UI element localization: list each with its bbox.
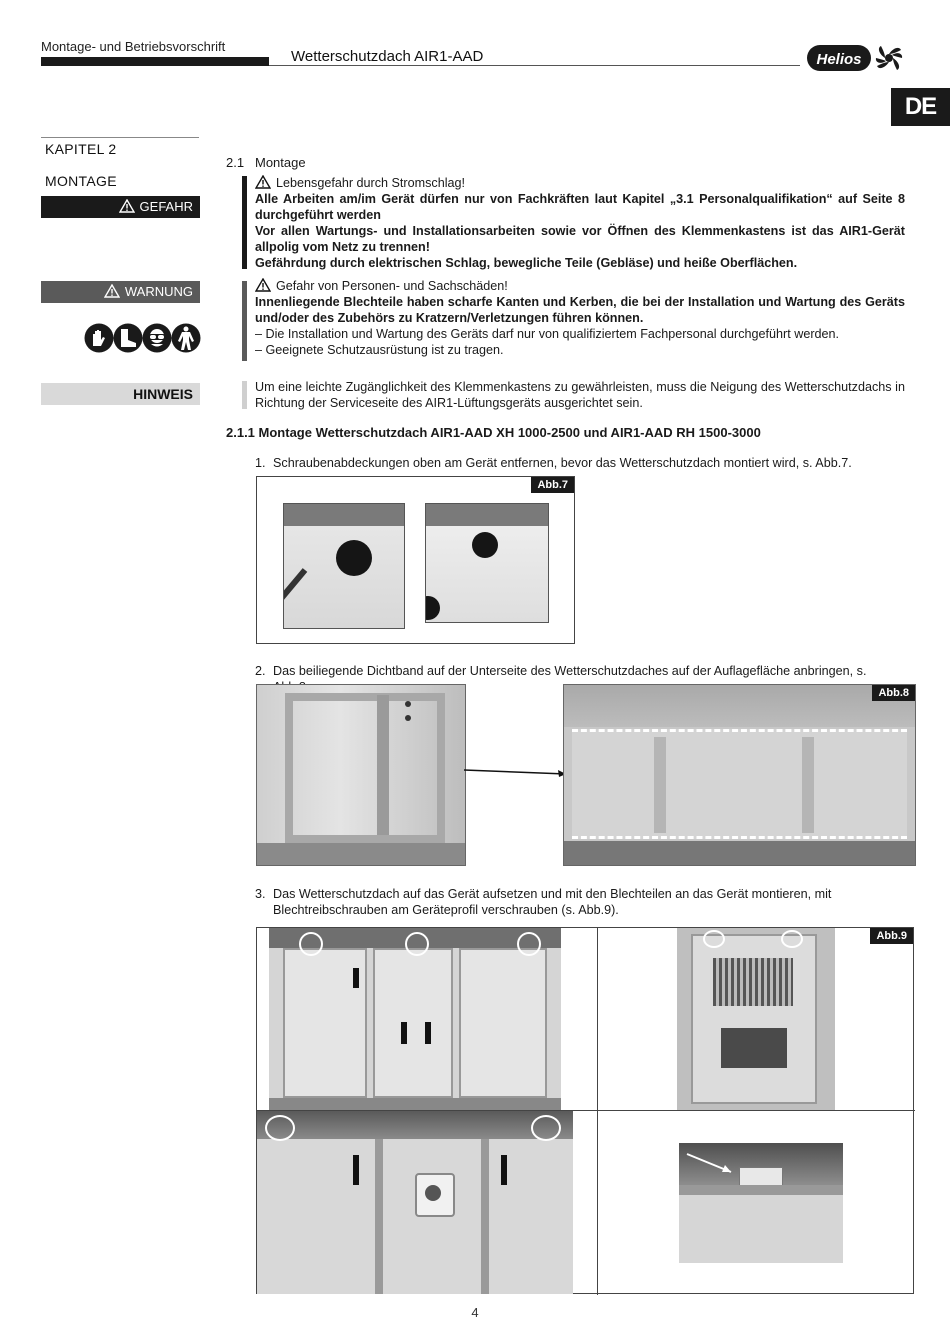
danger-line-3: Gefährdung durch elektrischen Schlag, bewegliche Teile (Gebläse) und heiße Oberflächen. bbox=[255, 256, 798, 270]
helios-logo bbox=[806, 42, 904, 74]
note-text: Um eine leichte Zugänglichkeit des Klemmenkastens zu gewährleisten, muss die Neigung des Wetterschutzdachs in Richtung der Serviceseite des AIR1-Lüftungsgeräts ausgerichtet sein. bbox=[255, 380, 905, 410]
step-number: 1. bbox=[255, 456, 266, 470]
warning-triangle-icon bbox=[104, 284, 120, 298]
step-text: Schraubenabdeckungen oben am Gerät entfernen, bevor das Wetterschutzdach montiert wird, s. Abb.7. bbox=[273, 456, 852, 470]
danger-callout-bar bbox=[242, 176, 247, 269]
chapter-title: MONTAGE bbox=[45, 173, 117, 189]
safety-boots-icon bbox=[114, 324, 143, 353]
step-text: Das beiliegende Dichtband auf der Unterseite des Wetterschutzdaches auf der Auflagefläche anbringen, s. bbox=[273, 664, 867, 678]
warning-badge bbox=[41, 281, 200, 303]
section-number: 2.1 bbox=[226, 155, 245, 170]
warning-line-3: – Geeignete Schutzausrüstung ist zu tragen. bbox=[255, 343, 504, 357]
danger-badge bbox=[41, 196, 200, 218]
photo-screw-cover bbox=[425, 503, 549, 623]
ppe-icons bbox=[84, 322, 202, 354]
warning-heading: Gefahr von Personen- und Sachschäden! bbox=[276, 279, 508, 293]
figure-label: Abb.8 bbox=[872, 685, 915, 701]
warning-callout bbox=[255, 278, 905, 358]
warning-line-1: Innenliegende Blechteile haben scharfe Kanten und Kerben, die bei der Installation und Wartung des Geräts und/oder des Zubehörs zu Kratzern/Verletzungen führen können. bbox=[255, 295, 905, 325]
photo-unit-detail bbox=[257, 1111, 573, 1294]
photo-screw-cover-removal bbox=[283, 503, 405, 629]
warning-line-2: – Die Installation und Wartung des Geräts darf nur von qualifiziertem Fachpersonal durchgeführt werden. bbox=[255, 327, 840, 341]
sidebar-rule bbox=[41, 137, 199, 138]
safety-goggles-icon bbox=[143, 324, 172, 353]
note-callout-bar bbox=[242, 381, 247, 409]
step-number: 3. bbox=[255, 887, 266, 901]
section-title: Montage bbox=[255, 155, 306, 170]
subsection-title: 2.1.1 Montage Wetterschutzdach AIR1-AAD XH 1000-2500 und AIR1-AAD RH 1500-3000 bbox=[226, 425, 761, 440]
arrow-pointer bbox=[685, 1152, 745, 1182]
note-callout bbox=[255, 379, 905, 411]
protective-suit-icon bbox=[172, 324, 201, 353]
step-3 bbox=[255, 886, 905, 918]
header-bar bbox=[41, 57, 269, 66]
warning-triangle-icon bbox=[119, 199, 135, 213]
gloves-icon bbox=[85, 324, 114, 353]
step-1 bbox=[255, 455, 905, 471]
product-title: Wetterschutzdach AIR1-AAD bbox=[291, 48, 484, 65]
figure-9 bbox=[256, 927, 914, 1294]
step-number: 2. bbox=[255, 664, 266, 678]
figure-label: Abb.9 bbox=[870, 928, 913, 944]
step-text: Das Wetterschutzdach auf das Gerät aufsetzen und mit den Blechteilen an das Gerät montieren, mit Blechtreibschrauben am Geräteprofil verschrauben (s. Abb.9). bbox=[273, 887, 832, 917]
note-badge: HINWEIS bbox=[41, 383, 200, 405]
photo-unit-side bbox=[677, 928, 835, 1110]
figure-8 bbox=[256, 684, 914, 864]
arrow-pointer bbox=[464, 684, 574, 864]
danger-line-2: Vor allen Wartungs- und Installationsarbeiten sowie vor Öffnen des Klemmenkastens ist das AIR1-Gerät allpolig vom Netz zu trennen! bbox=[255, 224, 905, 254]
photo-roof-underside bbox=[256, 684, 466, 866]
figure-label: Abb.7 bbox=[531, 477, 574, 493]
chapter-label: KAPITEL 2 bbox=[45, 141, 117, 157]
warning-callout-bar bbox=[242, 281, 247, 361]
danger-callout bbox=[255, 175, 905, 271]
danger-line-1: Alle Arbeiten am/im Gerät dürfen nur von Fachkräften laut Kapitel „3.1 Personalqualifikation“ auf Seite 8 durchgeführt werden bbox=[255, 192, 905, 222]
warning-triangle-icon bbox=[255, 278, 271, 292]
warning-triangle-icon bbox=[255, 175, 271, 189]
document-type: Montage- und Betriebsvorschrift bbox=[41, 39, 226, 54]
figure-7 bbox=[256, 476, 575, 644]
logo-text: Helios bbox=[816, 51, 862, 68]
photo-sealing-tape bbox=[563, 684, 916, 866]
photo-unit-front bbox=[269, 928, 561, 1110]
danger-badge-label: GEFAHR bbox=[139, 199, 193, 214]
language-tab[interactable]: DE bbox=[891, 88, 950, 126]
warning-badge-label: WARNUNG bbox=[124, 284, 193, 299]
header-rule bbox=[269, 65, 800, 66]
page-number: 4 bbox=[471, 1305, 479, 1320]
danger-heading: Lebensgefahr durch Stromschlag! bbox=[276, 176, 466, 190]
